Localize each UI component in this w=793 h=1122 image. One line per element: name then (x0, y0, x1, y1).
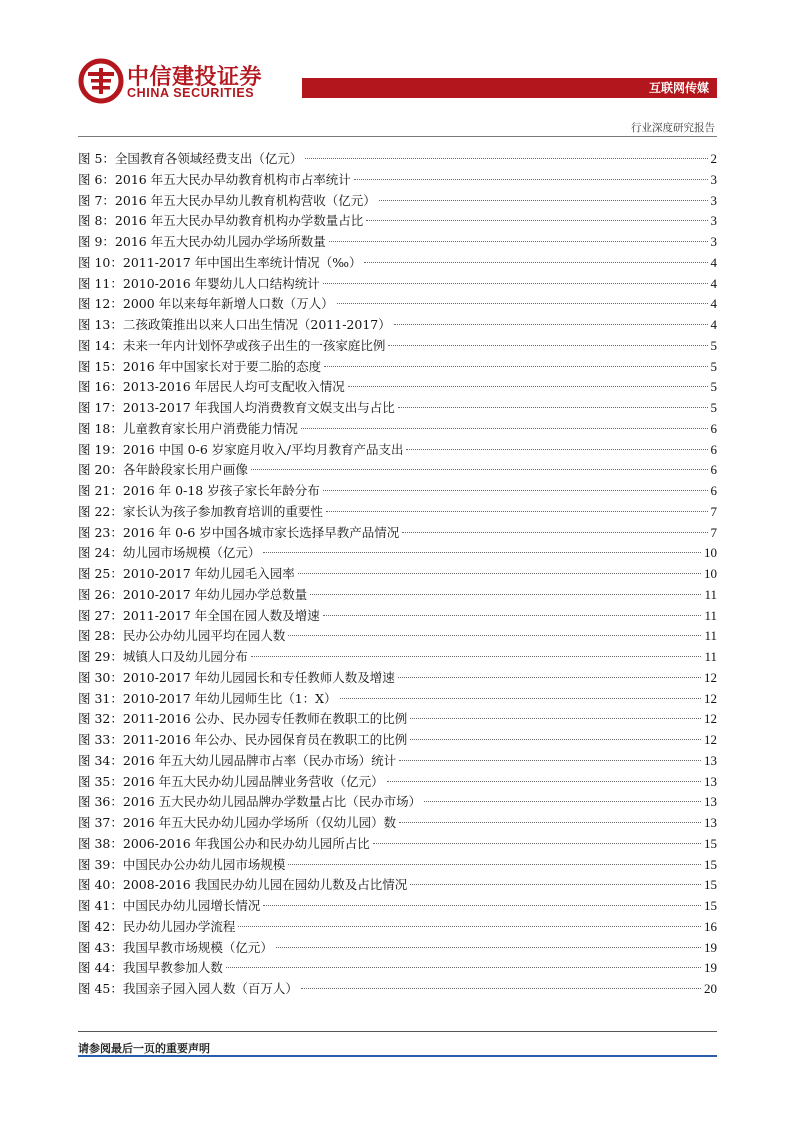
toc-dot-leader (238, 926, 701, 927)
toc-dot-leader (402, 532, 707, 533)
toc-dot-leader (410, 718, 701, 719)
toc-entry[interactable] (78, 834, 717, 855)
toc-dot-leader (263, 552, 701, 553)
toc-entry[interactable] (78, 896, 717, 917)
toc-entry-label: 图 19：2016 中国 0-6 岁家庭月收入/平均月教育产品支出 (78, 441, 404, 457)
toc-entry-label: 图 16：2013-2016 年居民人均可支配收入情况 (78, 379, 345, 395)
toc-entry-label: 图 30：2010-2017 年幼儿园园长和专任教师人数及增速 (78, 669, 395, 685)
toc-dot-leader (288, 864, 701, 865)
toc-entry-page: 15 (704, 856, 717, 872)
toc-entry-page: 7 (710, 524, 717, 540)
toc-entry[interactable] (78, 938, 717, 959)
toc-entry-page: 4 (710, 317, 717, 332)
toc-entry-page: 12 (704, 711, 717, 727)
toc-entry-label: 图 7：2016 年五大民办早幼儿教育机构营收（亿元） (78, 192, 376, 208)
toc-entry-page: 10 (704, 545, 717, 561)
toc-entry-page: 20 (704, 981, 717, 996)
toc-dot-leader (226, 967, 701, 968)
toc-entry-label: 图 17：2013-2017 年我国人均消费教育文娱支出与占比 (78, 400, 395, 415)
china-securities-logo-icon (78, 58, 124, 104)
toc-dot-leader (305, 158, 707, 159)
toc-entry-label: 图 14：未来一年内计划怀孕或孩子出生的一孩家庭比例 (78, 337, 386, 353)
toc-entry[interactable] (78, 149, 717, 170)
toc-entry[interactable] (78, 253, 717, 274)
toc-entry-label: 图 38：2006-2016 年我国公办和民办幼儿园所占比 (78, 835, 370, 851)
figure-list (78, 149, 717, 1000)
toc-entry-label: 图 41：中国民办幼儿园增长情况 (78, 898, 261, 913)
toc-entry[interactable] (78, 315, 717, 336)
toc-entry-label: 图 12：2000 年以来每年新增人口数（万人） (78, 296, 334, 312)
toc-entry[interactable] (78, 502, 717, 523)
toc-dot-leader (348, 386, 708, 387)
brand-name-cn: 中信建投证券 (127, 65, 263, 90)
toc-entry-label: 图 20：各年龄段家长用户画像 (78, 462, 248, 478)
toc-entry-page: 7 (710, 503, 717, 519)
toc-entry[interactable] (78, 274, 717, 295)
toc-entry-label: 图 39：中国民办公办幼儿园市场规模 (78, 856, 286, 872)
toc-entry-page: 11 (704, 649, 717, 664)
toc-entry-label: 图 5：全国教育各领域经费支出（亿元） (78, 151, 303, 166)
toc-entry[interactable] (78, 606, 717, 627)
toc-dot-leader (323, 615, 702, 616)
toc-entry-label: 图 44：我国早教参加人数 (78, 960, 223, 976)
toc-entry[interactable] (78, 398, 717, 419)
toc-dot-leader (388, 345, 707, 346)
toc-entry[interactable] (78, 979, 717, 1000)
toc-entry[interactable] (78, 191, 717, 212)
toc-dot-leader (354, 179, 708, 180)
toc-dot-leader (326, 511, 708, 512)
toc-entry[interactable] (78, 481, 717, 502)
toc-dot-leader (323, 283, 708, 284)
toc-dot-leader (310, 594, 701, 595)
toc-entry[interactable] (78, 440, 717, 461)
toc-entry-label: 图 42：民办幼儿园办学流程 (78, 918, 236, 934)
toc-entry-page: 5 (710, 379, 717, 395)
toc-entry-page: 11 (704, 586, 717, 602)
toc-entry[interactable] (78, 523, 717, 544)
report-type: 行业深度研究报告 (631, 122, 715, 134)
toc-entry-label: 图 29：城镇人口及幼儿园分布 (78, 649, 248, 664)
toc-entry-page: 6 (710, 441, 717, 457)
toc-dot-leader (329, 241, 708, 242)
toc-entry[interactable] (78, 647, 717, 668)
toc-entry-label: 图 36：2016 五大民办幼儿园品牌办学数量占比（民办市场） (78, 794, 422, 810)
toc-entry[interactable] (78, 730, 717, 751)
toc-dot-leader (387, 781, 701, 782)
toc-entry[interactable] (78, 170, 717, 191)
brand-name-en: CHINA SECURITIES (127, 86, 255, 100)
toc-dot-leader (251, 656, 702, 657)
toc-entry-page: 12 (704, 669, 717, 685)
toc-entry-page: 10 (704, 566, 717, 581)
toc-entry-page: 3 (710, 192, 717, 208)
footer-bar (78, 1055, 717, 1057)
toc-entry-label: 图 35：2016 年五大民办幼儿园品牌业务营收（亿元） (78, 773, 384, 789)
toc-dot-leader (288, 635, 701, 636)
footer-divider (78, 1031, 717, 1032)
toc-entry-label: 图 33：2011-2016 年公办、民办园保育员在教职工的比例 (78, 732, 408, 747)
toc-entry[interactable] (78, 689, 717, 710)
toc-entry[interactable] (78, 875, 717, 896)
toc-entry[interactable] (78, 543, 717, 564)
toc-entry-label: 图 9：2016 年五大民办幼儿园办学场所数量 (78, 234, 326, 249)
toc-entry-page: 12 (704, 732, 717, 747)
toc-dot-leader (324, 366, 707, 367)
toc-entry-label: 图 22：家长认为孩子参加教育培训的重要性 (78, 503, 323, 519)
toc-entry[interactable] (78, 419, 717, 440)
toc-entry-label: 图 25：2010-2017 年幼儿园毛入园率 (78, 566, 295, 581)
toc-dot-leader (399, 822, 701, 823)
toc-entry[interactable] (78, 751, 717, 772)
toc-dot-leader (394, 324, 708, 325)
toc-dot-leader (410, 739, 701, 740)
toc-entry[interactable] (78, 626, 717, 647)
toc-dot-leader (298, 573, 701, 574)
toc-entry-label: 图 37：2016 年五大民办幼儿园办学场所（仅幼儿园）数 (78, 815, 397, 830)
page-header (0, 0, 793, 140)
toc-entry-page: 3 (710, 213, 717, 229)
toc-entry-page: 6 (710, 462, 717, 478)
toc-entry[interactable] (78, 585, 717, 606)
toc-dot-leader (337, 303, 708, 304)
toc-entry[interactable] (78, 294, 717, 315)
toc-entry[interactable] (78, 709, 717, 730)
toc-entry-label: 图 31：2010-2017 年幼儿园师生比（1：X） (78, 690, 337, 706)
toc-entry-page: 19 (704, 939, 717, 955)
header-sector-bar (302, 78, 717, 98)
toc-dot-leader (379, 200, 708, 201)
toc-entry[interactable] (78, 917, 717, 938)
toc-entry-label: 图 15：2016 年中国家长对于要二胎的态度 (78, 358, 322, 374)
toc-dot-leader (364, 262, 707, 263)
toc-entry-page: 6 (710, 483, 717, 498)
toc-entry-label: 图 40：2008-2016 我国民办幼儿园在园幼儿数及占比情况 (78, 877, 408, 893)
toc-dot-leader (276, 947, 701, 948)
toc-entry[interactable] (78, 958, 717, 979)
sector-tag: 互联网传媒 (648, 81, 709, 95)
toc-entry-page: 2 (710, 151, 717, 166)
toc-entry-page: 13 (704, 773, 717, 789)
toc-entry[interactable] (78, 232, 717, 253)
toc-entry-page: 4 (710, 275, 717, 291)
toc-entry-page: 12 (704, 690, 717, 706)
toc-entry-page: 11 (704, 628, 717, 644)
toc-entry-label: 图 13：二孩政策推出以来人口出生情况（2011-2017） (78, 317, 391, 332)
toc-dot-leader (410, 884, 701, 885)
toc-entry-page: 15 (704, 898, 717, 913)
toc-entry-label: 图 45：我国亲子园入园人数（百万人） (78, 981, 298, 996)
toc-entry-page: 11 (704, 607, 717, 623)
toc-entry[interactable] (78, 564, 717, 585)
toc-dot-leader (323, 490, 708, 491)
toc-entry-page: 13 (704, 815, 717, 830)
toc-entry-label: 图 6：2016 年五大民办早幼教育机构市占率统计 (78, 171, 351, 187)
toc-entry-label: 图 23：2016 年 0-6 岁中国各城市家长选择早教产品情况 (78, 524, 400, 540)
toc-dot-leader (340, 698, 701, 699)
toc-entry-page: 19 (704, 960, 717, 976)
toc-entry-page: 15 (704, 835, 717, 851)
toc-entry[interactable] (78, 813, 717, 834)
toc-entry[interactable] (78, 357, 717, 378)
toc-entry-page: 5 (710, 358, 717, 374)
toc-entry-page: 5 (710, 400, 717, 415)
toc-entry-page: 4 (710, 254, 717, 270)
toc-entry-page: 15 (704, 877, 717, 893)
toc-entry-page: 13 (704, 794, 717, 810)
toc-entry[interactable] (78, 792, 717, 813)
toc-entry-page: 5 (710, 337, 717, 353)
toc-dot-leader (301, 988, 701, 989)
toc-dot-leader (251, 469, 708, 470)
toc-entry-label: 图 32：2011-2016 公办、民办园专任教师在教职工的比例 (78, 711, 408, 727)
footer-disclaimer: 请参阅最后一页的重要声明 (78, 1042, 210, 1055)
toc-entry-page: 6 (710, 420, 717, 436)
toc-entry-page: 13 (704, 752, 717, 768)
toc-entry-label: 图 26：2010-2017 年幼儿园办学总数量 (78, 586, 308, 602)
toc-entry-page: 3 (710, 171, 717, 187)
toc-entry-label: 图 27：2011-2017 年全国在园人数及增速 (78, 607, 320, 623)
toc-entry[interactable] (78, 460, 717, 481)
toc-entry-label: 图 28：民办公办幼儿园平均在园人数 (78, 628, 286, 644)
toc-entry-label: 图 21：2016 年 0-18 岁孩子家长年龄分布 (78, 483, 320, 498)
toc-entry[interactable] (78, 377, 717, 398)
toc-entry[interactable] (78, 855, 717, 876)
toc-entry[interactable] (78, 336, 717, 357)
toc-entry-label: 图 18：儿童教育家长用户消费能力情况 (78, 420, 298, 436)
toc-entry[interactable] (78, 211, 717, 232)
toc-dot-leader (399, 760, 701, 761)
toc-entry-page: 3 (710, 234, 717, 249)
toc-entry-label: 图 24：幼儿园市场规模（亿元） (78, 545, 261, 561)
toc-dot-leader (398, 407, 708, 408)
toc-entry-label: 图 11：2010-2016 年婴幼儿人口结构统计 (78, 275, 320, 291)
toc-entry[interactable] (78, 668, 717, 689)
toc-dot-leader (263, 905, 701, 906)
toc-entry-label: 图 34：2016 年五大幼儿园品牌市占率（民办市场）统计 (78, 752, 397, 768)
toc-entry-label: 图 43：我国早教市场规模（亿元） (78, 939, 273, 955)
toc-entry-page: 16 (704, 918, 717, 934)
toc-dot-leader (366, 220, 707, 221)
toc-dot-leader (424, 801, 701, 802)
toc-entry-label: 图 8：2016 年五大民办早幼教育机构办学数量占比 (78, 213, 364, 229)
toc-entry[interactable] (78, 772, 717, 793)
toc-dot-leader (373, 843, 701, 844)
toc-entry-label: 图 10：2011-2017 年中国出生率统计情况（‰） (78, 254, 362, 270)
toc-dot-leader (301, 428, 708, 429)
header-divider (78, 136, 717, 137)
toc-entry-page: 4 (710, 296, 717, 312)
toc-dot-leader (398, 677, 701, 678)
toc-dot-leader (406, 449, 707, 450)
